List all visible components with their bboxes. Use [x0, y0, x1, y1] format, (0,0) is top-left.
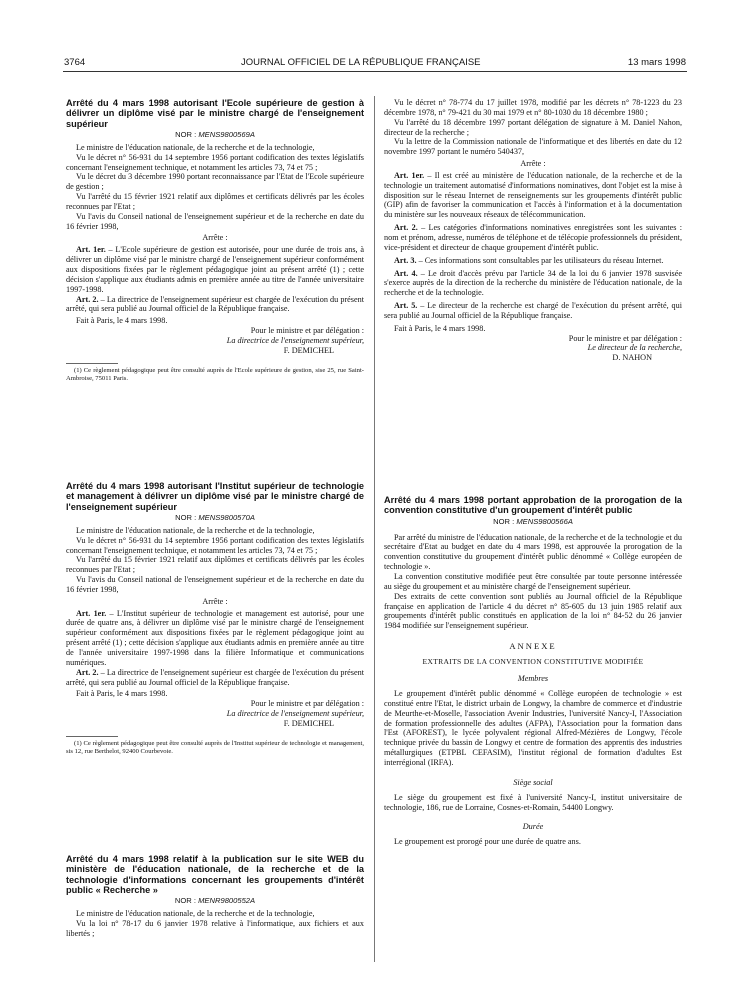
duration-paragraph: Le groupement est prorogé pour une durée de quatre ans. — [394, 837, 581, 847]
visa-paragraph: Vu le décret n° 56-931 du 14 septembre 1956 portant codification des textes législatifs concernant l'enseignement technique, et notamment les articles 73, 74 et 75 ; — [66, 535, 364, 555]
visa-paragraph: Vu le décret du 3 décembre 1990 portant reconnaissance par l'Etat de l'Ecole supérieure de gestion ; — [66, 172, 364, 192]
article-paragraph: Art. 2. – Les catégories d'informations nominatives enregistrées sont les suivantes : nom et prénom, adresse, numéros de téléphone et de télécopie professionnels du président, vice-président et directeur de chaque groupement d'intérêt public. — [384, 223, 682, 252]
decree-title: Arrêté du 4 mars 1998 portant approbation de la prorogation de la convention constitutive d'un groupement d'intérêt public — [384, 495, 682, 516]
visa-paragraph: Vu l'arrêté du 15 février 1921 relatif aux diplômes et certificats délivrés par les écoles reconnues par l'Etat ; — [66, 555, 364, 575]
body-paragraph: Des extraits de cette convention sont publiés au Journal officiel de la République française en application de l'article 4 du décret n° 85-605 du 13 juin 1985 relatif aux groupements d'intérêt public constitués en application de la loi n° 84-52 du 26 janvier 1984 modifiée sur l'enseignement supérieur. — [384, 591, 682, 631]
done-at: Fait à Paris, le 4 mars 1998. — [394, 323, 486, 333]
section-heading-duration: Durée — [522, 822, 544, 832]
footnote: (1) Ce règlement pédagogique peut être consulté auprès de l'Ecole supérieure de gestion, sise 25, rue Saint-Ambroise, 75011 Paris. — [66, 366, 364, 382]
visa-paragraph: Vu l'arrêté du 15 février 1921 relatif aux diplômes et certificats délivrés par les écoles reconnues par l'Etat ; — [66, 192, 364, 211]
article-paragraph: Art. 1er. – L'Institut supérieur de technologie et management est autorisé, pour une durée de quatre ans, à délivrer un diplôme visé par le ministre chargé de l'enseignement supérieur conformément aux dispositions fixées par le règlement pédagogique joint au présent arrêté (1) ; cette décision s'applique aux étudiants admis en première année au titre de l'année universitaire 1997-1998 dans la filière Informatique et communications numériques. — [66, 608, 364, 667]
decree-intro: Le ministre de l'éducation nationale, de la recherche et de la technologie, — [76, 525, 315, 535]
journal-title: JOURNAL OFFICIEL DE LA RÉPUBLIQUE FRANÇAISE — [241, 57, 481, 68]
section-heading-members: Membres — [517, 674, 549, 684]
page-header — [64, 57, 686, 71]
decree-esg — [66, 98, 364, 383]
members-paragraph: Le groupement d'intérêt public dénommé « Collège européen de technologie » est constitué entre l'Etat, le district urbain de Longwy, la chambre de commerce et d'industrie de Meurthe-et-Moselle, l'association Avenir Industries, l'université Nancy-I, l'Association de formation professionnelle des adultes (AFPA), l'Association pour la formation dans l'Est (AFOREST), le lycée polyvalent régional Alfred-Mézières de Longwy, l'école technique privée du bassin de Longwy et centre de formation des apprentis des industries métallurgiques (ETPBL CEFASIM), l'institut régional de formation d'adultes Est interrégional (IRFA). — [384, 689, 682, 767]
seat-paragraph: Le siège du groupement est fixé à l'université Nancy-I, institut universitaire de technologie, 186, rue de Lorraine, Cosnes-et-Romain, 54400 Longwy. — [384, 792, 682, 812]
issue-date: 13 mars 1998 — [627, 57, 686, 68]
visa-paragraph: Vu l'avis du Conseil national de l'enseignement supérieur et de la recherche en date du 16 février 1998, — [66, 575, 364, 594]
article-paragraph: Art. 2. – La directrice de l'enseignement supérieur est chargée de l'exécution du présent arrêté, qui sera publié au Journal officiel de la République française. — [66, 294, 364, 314]
signatory-name: F. DEMICHEL — [283, 345, 334, 355]
signature-title: Le directeur de la recherche, — [587, 343, 682, 353]
arrete-heading: Arrête : — [202, 233, 228, 243]
footnote: (1) Ce règlement pédagogique peut être consulté auprès de l'Institut supérieur de technologie et management, sis 12, rue Berthelot, 92400 Courbevoie. — [66, 739, 364, 755]
visa-paragraph: Vu le décret n° 56-931 du 14 septembre 1956 portant codification des textes législatifs concernant l'enseignement technique, et notamment les articles 73, 74 et 75 ; — [66, 152, 364, 172]
extracts-heading: EXTRAITS DE LA CONVENTION CONSTITUTIVE MODIFIÉE — [422, 657, 644, 667]
visa-paragraph: Vu le décret n° 78-774 du 17 juillet 1978, modifié par les décrets n° 78-1223 du 23 décembre 1978, n° 79-421 du 30 mai 1979 et n° 80-1030 du 18 décembre 1980 ; — [384, 98, 682, 117]
decree-title: Arrêté du 4 mars 1998 relatif à la publication sur le site WEB du ministère de l'éducation nationale, de la recherche et de la technologie d'informations concernant les groupements d'intérêt public « Recherche » — [66, 854, 364, 895]
visa-paragraph: Vu l'arrêté du 18 décembre 1997 portant délégation de signature à M. Daniel Nahon, directeur de la recherche ; — [384, 117, 682, 137]
header-rule — [63, 71, 687, 72]
decree-istm — [66, 481, 364, 756]
nor-reference: NOR : MENR9800552A — [174, 896, 256, 906]
article-paragraph: Art. 5. – Le directeur de la recherche est chargé de l'exécution du présent arrêté, qui sera publié au Journal officiel de la République française. — [384, 301, 682, 320]
decree-title: Arrêté du 4 mars 1998 autorisant l'Institut supérieur de technologie et management à délivrer un diplôme visé par le ministre chargé de l'enseignement supérieur — [66, 481, 364, 512]
page-number: 3764 — [64, 57, 86, 68]
decree-title: Arrêté du 4 mars 1998 autorisant l'Ecole supérieure de gestion à délivrer un diplôme visé par le ministre chargé de l'enseignement supérieur — [66, 98, 364, 129]
arrete-heading: Arrête : — [202, 596, 228, 606]
visa-paragraph: Vu l'avis du Conseil national de l'enseignement supérieur et de la recherche en date du 16 février 1998, — [66, 211, 364, 231]
annexe-heading: ANNEXE — [509, 641, 557, 652]
decree-gip-web-continued — [384, 98, 682, 363]
decree-intro: Le ministre de l'éducation nationale, de la recherche et de la technologie, — [76, 142, 315, 152]
column-divider — [374, 96, 375, 962]
done-at: Fait à Paris, le 4 mars 1998. — [76, 689, 168, 699]
decree-prorogation — [384, 495, 682, 847]
signatory-name: D. NAHON — [612, 353, 652, 363]
article-paragraph: Art. 1er. – Il est créé au ministère de l'éducation nationale, de la recherche et de la technologie un traitement automatisé d'informations nominatives, dont l'objet est la mise à disposition sur le réseau Internet de renseignements sur les groupements d'intérêt public (GIP) afin de favoriser la communication et l'accès à l'information et à la documentation du ministère sur les nouveaux réseaux de télécommunication. — [384, 170, 682, 220]
decree-gip-web — [66, 854, 364, 939]
nor-reference: NOR : MENS9800570A — [175, 512, 255, 522]
article-paragraph: Art. 2. – La directrice de l'enseignement supérieur est chargée de l'exécution du présent arrêté, qui sera publié au Journal officiel de la République française. — [66, 667, 364, 687]
body-paragraph: Par arrêté du ministre de l'éducation nationale, de la recherche et de la technologie et du secrétaire d'Etat au budget en date du 4 mars 1998, est approuvée la prorogation de la convention constitutive du groupement d'intérêt public dénommé « Collège européen de technologie ». — [384, 532, 682, 572]
visa-paragraph: Vu la loi n° 78-17 du 6 janvier 1978 relative à l'informatique, aux fichiers et aux libertés ; — [66, 919, 364, 938]
footnote-separator — [66, 363, 118, 364]
nor-reference: NOR : MENS9800569A — [175, 129, 255, 139]
done-at: Fait à Paris, le 4 mars 1998. — [76, 316, 168, 326]
footnote-separator — [66, 736, 118, 737]
article-paragraph: Art. 3. – Ces informations sont consultables par les utilisateurs du réseau Internet. — [394, 255, 664, 265]
signature-line: Pour le ministre et par délégation : — [250, 326, 364, 336]
nor-reference: NOR : MENS9800566A — [493, 516, 573, 526]
decree-intro: Le ministre de l'éducation nationale, de la recherche et de la technologie, — [76, 909, 315, 919]
signature-title: La directrice de l'enseignement supérieur, — [226, 709, 364, 719]
section-heading-seat: Siège social — [513, 777, 553, 787]
article-paragraph: Art. 1er. – L'Ecole supérieure de gestion est autorisée, pour une durée de trois ans, à délivrer un diplôme visé par le ministre chargé de l'enseignement supérieur conformément aux dispositions fixées par le règlement pédagogique joint au présent arrêté (1) ; cette décision s'applique aux étudiants admis en première année au titre de l'année universitaire 1997-1998. — [66, 245, 364, 294]
arrete-heading: Arrête : — [520, 159, 546, 169]
signature-line: Pour le ministre et par délégation : — [250, 699, 364, 709]
signature-title: La directrice de l'enseignement supérieur, — [226, 335, 364, 345]
signatory-name: F. DEMICHEL — [283, 718, 334, 728]
body-paragraph: La convention constitutive modifiée peut être consultée par toute personne intéressée au siège du groupement et au ministère chargé de l'enseignement supérieur. — [384, 571, 682, 591]
signature-line: Pour le ministre et par délégation : — [568, 333, 682, 343]
article-paragraph: Art. 4. – Le droit d'accès prévu par l'article 34 de la loi du 6 janvier 1978 susvisée s'exerce auprès de la direction de la recherche du ministère de l'éducation nationale, de la recherche et de la technologie. — [384, 268, 682, 298]
visa-paragraph: Vu la lettre de la Commission nationale de l'informatique et des libertés en date du 12 novembre 1997 portant le numéro 540437, — [384, 137, 682, 157]
